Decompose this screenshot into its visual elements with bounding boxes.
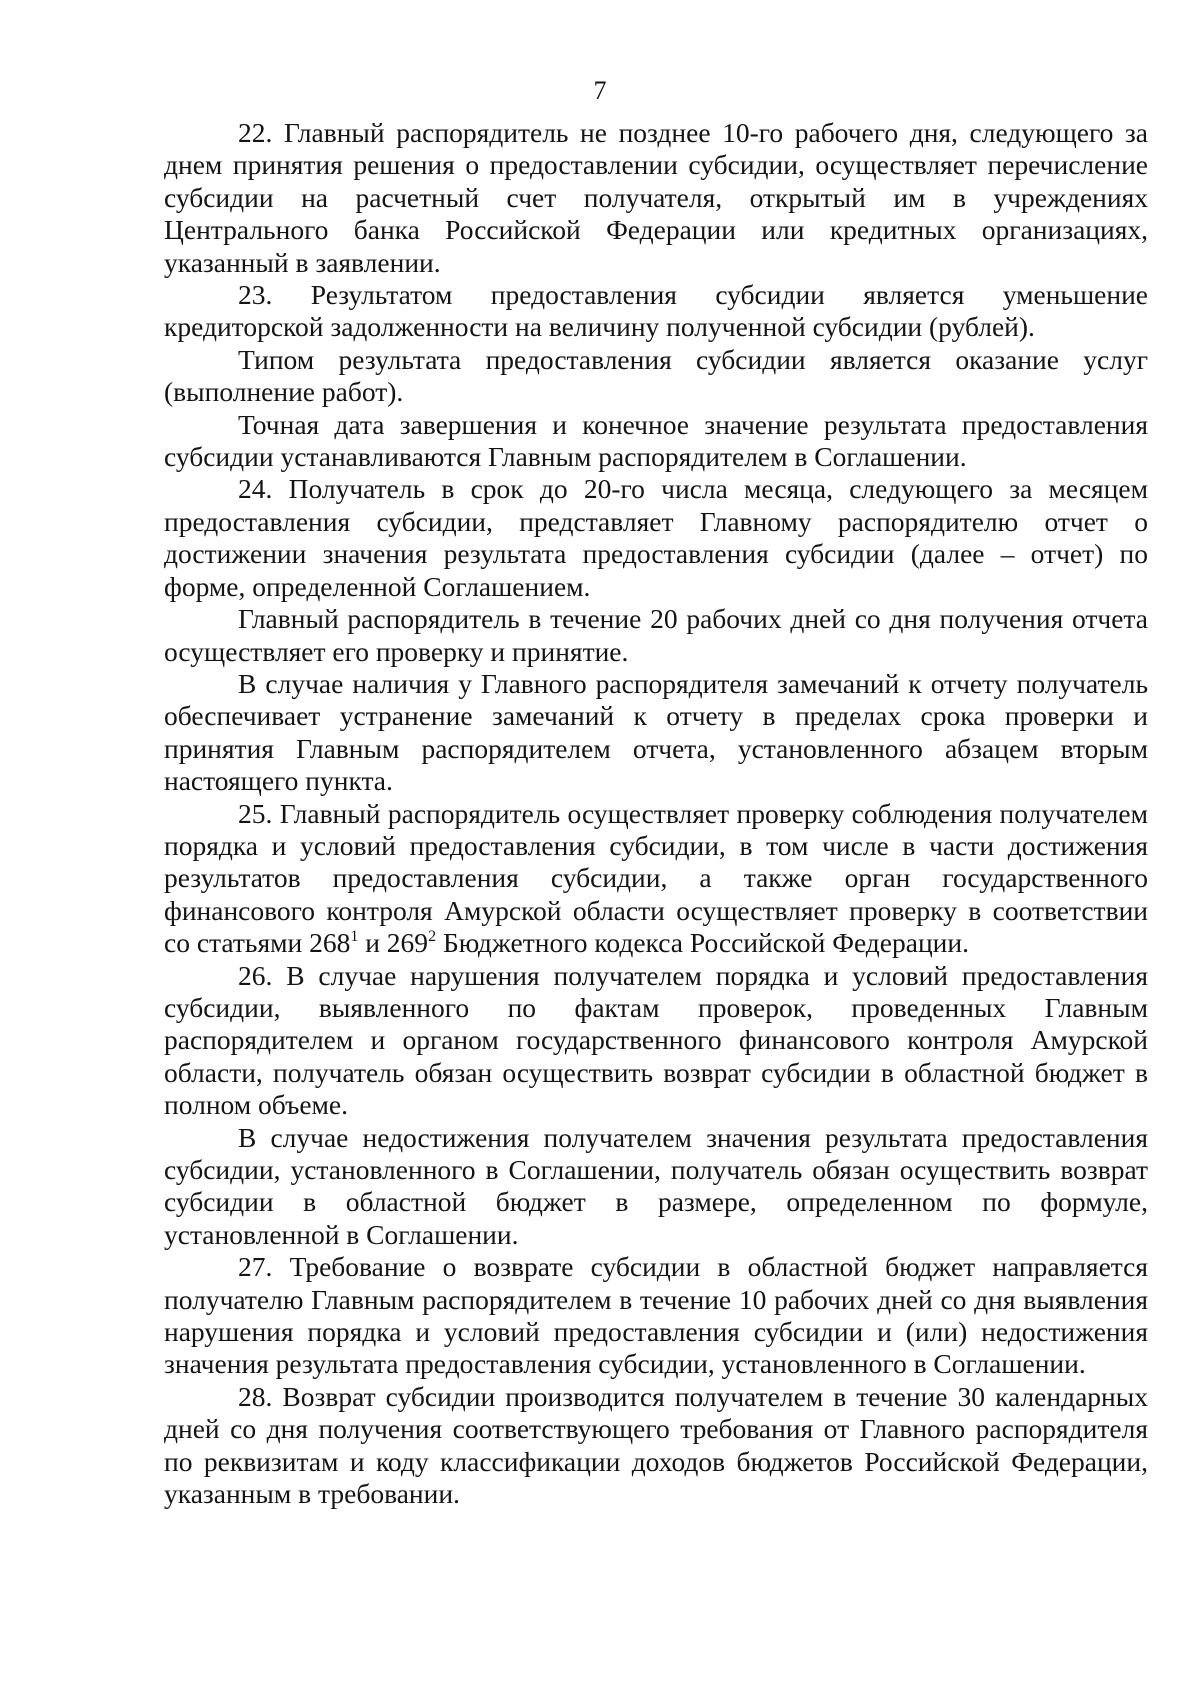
document-body <box>164 117 1148 1510</box>
paragraph-24-remarks: В случае наличия у Главного распорядителя замечаний к отчету получатель обеспечивает устранение замечаний к отчету в пределах срока проверки и принятия Главным распорядителем отчета, установленного абзацем вторым настоящего пункта. <box>164 667 1148 797</box>
page-number: 7 <box>593 76 607 105</box>
paragraph-23-completion-date: Точная дата завершения и конечное значение результата предоставления субсидии устанавливаются Главным распорядителем в Соглашении. <box>164 408 1148 473</box>
paragraph-25-text-before: 25. Главный распорядитель осуществляет проверку соблюдения получателем порядка и условий предоставления субсидии, в том числе в части достижения результатов предоставления субсидии, а также орган государственного финансового контроля Амурской области осуществляет проверку в соответствии со статьями 268 <box>164 797 1148 959</box>
paragraph-23: 23. Результатом предоставления субсидии является уменьшение кредиторской задолженности на величину полученной субсидии (рублей). <box>164 279 1148 343</box>
paragraph-22: 22. Главный распорядитель не позднее 10-го рабочего дня, следующего за днем принятия решения о предоставлении субсидии, осуществляет перечисление субсидии на расчетный счет получателя, открытый им в учреждениях Центрального банка Российской Федерации или кредитных организациях, указанный в заявлении. <box>164 117 1148 278</box>
paragraph-26: 26. В случае нарушения получателем порядка и условий предоставления субсидии, выявленного по фактам проверок, проведенных Главным распорядителем и органом государственного финансового контроля Амурской области, получатель обязан осуществить возврат субсидии в областной бюджет в полном объеме. <box>164 959 1148 1121</box>
paragraph-25-text-middle: и 269 <box>358 927 429 959</box>
paragraph-24-review: Главный распорядитель в течение 20 рабочих дней со дня получения отчета осуществляет его проверку и принятие. <box>164 603 1148 667</box>
paragraph-23-result-type: Типом результата предоставления субсидии является оказание услуг (выполнение работ). <box>164 343 1148 408</box>
superscript-1: 1 <box>350 928 359 945</box>
paragraph-24: 24. Получатель в срок до 20-го числа месяца, следующего за месяцем предоставления субсидии, представляет Главному распорядителю отчет о достижении значения результата предоставления субсидии (далее – отчет) по форме, определенной Соглашением. <box>164 473 1148 602</box>
paragraph-25-text-after: Бюджетного кодекса Российской Федерации. <box>436 927 969 959</box>
paragraph-26-underachievement: В случае недостижения получателем значения результата предоставления субсидии, установленного в Соглашении, получатель обязан осуществить возврат субсидии в областной бюджет в размере, определенном по формуле, установленной в Соглашении. <box>164 1121 1148 1250</box>
paragraph-25 <box>164 798 1148 960</box>
paragraph-28: 28. Возврат субсидии производится получателем в течение 30 календарных дней со дня получения соответствующего требования от Главного распорядителя по реквизитам и коду классификации доходов бюджетов Российской Федерации, указанным в требовании. <box>164 1380 1148 1510</box>
paragraph-27: 27. Требование о возврате субсидии в областной бюджет направляется получателю Главным распорядителем в течение 10 рабочих дней со дня выявления нарушения порядка и условий предоставления субсидии и (или) недостижения значения результата предоставления субсидии, установленного в Соглашении. <box>164 1251 1148 1380</box>
superscript-2: 2 <box>428 928 437 945</box>
